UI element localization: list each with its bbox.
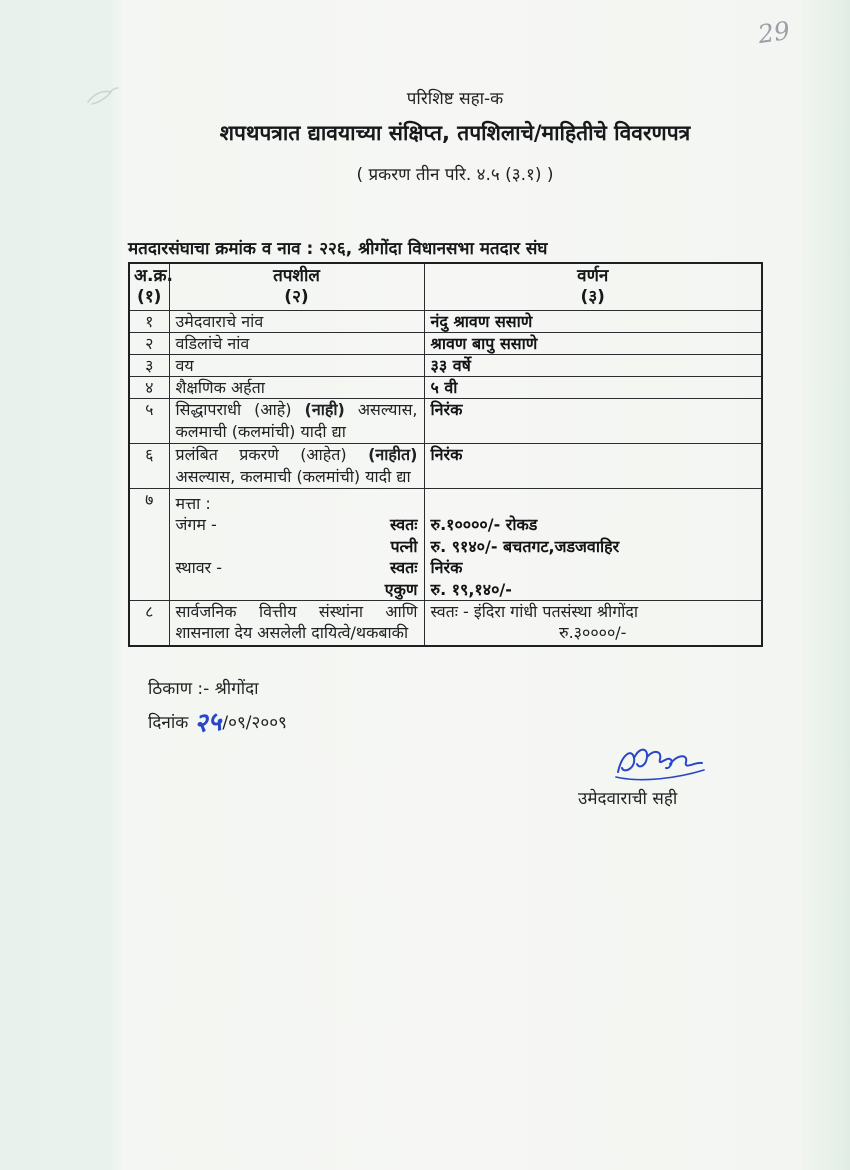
affidavit-summary-table xyxy=(128,262,763,647)
row-serial: ७ xyxy=(129,489,169,601)
candidate-signature-ink xyxy=(610,742,710,792)
row-detail: वडिलांचे नांव xyxy=(169,333,424,355)
appendix-title: परिशिष्ट सहा-क xyxy=(406,89,504,109)
row-detail: उमेदवाराचे नांव xyxy=(169,311,424,333)
date-label: दिनांक xyxy=(148,713,189,733)
assets-values: रु.१००००/- रोकड रु. ९१४०/- बचतगट,जडजवाहिर निरंक रु. १९,१४०/- xyxy=(424,489,762,601)
row-serial: ४ xyxy=(129,377,169,399)
table-row xyxy=(129,444,762,489)
table-row xyxy=(129,311,762,333)
row-serial: ८ xyxy=(129,600,169,646)
row-value: ५ वी xyxy=(424,377,762,399)
row-detail: सिद्धापराधी (आहे) (नाही) असल्यास, कलमाची (कलमांची) यादी द्या xyxy=(169,399,424,444)
row-value: स्वतः - इंदिरा गांधी पतसंस्था श्रीगोंदा रु.३००००/- xyxy=(424,600,762,646)
header-description: वर्णन (३) xyxy=(424,263,762,311)
handwritten-page-number: 29 xyxy=(756,15,792,50)
row-detail: प्रलंबित प्रकरणे (आहेत) (नाहीत) असल्यास, कलमाची (कलमांची) यादी द्या xyxy=(169,444,424,489)
row-value: निरंक xyxy=(424,399,762,444)
row-detail: शैक्षणिक अर्हता xyxy=(169,377,424,399)
row-value: निरंक xyxy=(424,444,762,489)
row-value: श्रावण बापु ससाणे xyxy=(424,333,762,355)
header-serial: अ.क्र. (१) xyxy=(129,263,169,311)
table-row xyxy=(129,399,762,444)
date-line xyxy=(148,706,287,740)
row-serial: २ xyxy=(129,333,169,355)
table-row xyxy=(129,600,762,646)
table-row-assets xyxy=(129,489,762,601)
row-value: नंदु श्रावण ससाणे xyxy=(424,311,762,333)
document-subtitle: ( प्रकरण तीन परि. ४.५ (३.१) ) xyxy=(356,165,554,185)
table-header-row xyxy=(129,263,762,311)
constituency-line: मतदारसंघाचा क्रमांक व नाव : २२६, श्रीगोंदा विधानसभा मतदार संघ xyxy=(128,239,548,259)
document-title: शपथपत्रात द्यावयाच्या संक्षिप्त, तपशिलाचे/माहितीचे विवरणपत्र xyxy=(219,121,691,145)
table-row xyxy=(129,355,762,377)
row-value: ३३ वर्षे xyxy=(424,355,762,377)
signature-label: उमेदवाराची सही xyxy=(578,789,678,809)
handwritten-date-day: २५ xyxy=(193,706,223,740)
assets-labels: मत्ता : जंगम - स्वतः पत्नी स्थावर - स्वतः एकुण xyxy=(169,489,424,601)
row-serial: ६ xyxy=(129,444,169,489)
row-serial: ५ xyxy=(129,399,169,444)
row-serial: ३ xyxy=(129,355,169,377)
place-line: ठिकाण :- श्रीगोंदा xyxy=(148,679,259,699)
table-row xyxy=(129,333,762,355)
row-detail: सार्वजनिक वित्तीय संस्थांना आणि शासनाला देय असलेली दायित्वे/थकबाकी xyxy=(169,600,424,646)
row-detail: वय xyxy=(169,355,424,377)
table-row xyxy=(129,377,762,399)
date-printed: /०९/२००९ xyxy=(222,713,287,733)
header-detail: तपशील (२) xyxy=(169,263,424,311)
row-serial: १ xyxy=(129,311,169,333)
